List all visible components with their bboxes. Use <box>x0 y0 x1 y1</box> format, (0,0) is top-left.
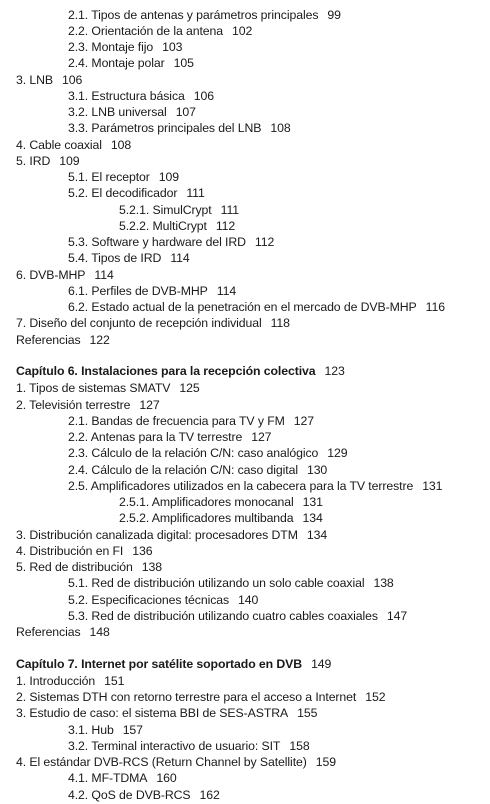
toc-entry <box>68 88 214 105</box>
toc-entry-title: 3.3. Parámetros principales del LNB <box>68 121 262 135</box>
toc-entry-title: 2.2. Orientación de la antena <box>68 24 224 38</box>
toc-entry-title: 5. IRD <box>16 154 51 168</box>
toc-entry-title: 2.1. Bandas de frecuencia para TV y FM <box>68 414 285 428</box>
toc-page-number: 103 <box>162 40 183 54</box>
toc-page-number: 149 <box>311 657 332 671</box>
toc-entry-title: Capítulo 6. Instalaciones para la recepción colectiva <box>16 364 316 378</box>
toc-page-number: 114 <box>170 251 190 265</box>
toc-entry <box>68 120 291 137</box>
toc-entry-title: 5.4. Tipos de IRD <box>68 251 162 265</box>
toc-entry-title: 1. Tipos de sistemas SMATV <box>16 381 171 395</box>
toc-page-number: 106 <box>62 73 83 87</box>
toc-entry-title: 3.1. Hub <box>68 723 114 737</box>
toc-entry <box>16 559 162 576</box>
toc-page-number: 125 <box>179 381 200 395</box>
toc-entry <box>68 592 258 609</box>
toc-page-number: 138 <box>141 560 162 574</box>
toc-entry <box>68 23 252 40</box>
toc-entry-title: 3.2. Terminal interactivo de usuario: SIT <box>68 739 281 753</box>
toc-entry <box>16 754 336 771</box>
chapter-heading <box>16 363 345 380</box>
toc-entry-title: 4. Distribución en FI <box>16 544 124 558</box>
toc-entry-title: Referencias <box>16 625 81 639</box>
toc-entry <box>16 380 200 397</box>
toc-entry <box>16 315 290 332</box>
toc-entry-title: 5.2.2. MultiCrypt <box>119 219 207 233</box>
toc-entry <box>68 787 220 804</box>
toc-page-number: 114 <box>216 284 237 298</box>
toc-entry-title: 2.2. Antenas para la TV terrestre <box>68 430 243 444</box>
toc-page-number: 162 <box>199 788 220 802</box>
toc-page-number: 140 <box>238 593 259 607</box>
toc-entry-title: 6.1. Perfiles de DVB-MHP <box>68 284 208 298</box>
toc-page-number: 105 <box>173 56 194 70</box>
toc-entry <box>68 283 236 300</box>
toc-entry <box>68 608 407 625</box>
toc-page-number: 148 <box>89 625 110 639</box>
toc-entry <box>68 722 143 739</box>
toc-entry <box>16 527 327 544</box>
toc-entry-title: 5.2. Especificaciones técnicas <box>68 593 230 607</box>
toc-entry <box>68 55 194 72</box>
toc-page-number: 138 <box>373 576 394 590</box>
toc-entry-title: 3. Estudio de caso: el sistema BBI de SES-ASTRA <box>16 706 289 720</box>
toc-page-number: 106 <box>193 89 214 103</box>
toc-page-number: 158 <box>289 739 310 753</box>
toc-entry <box>68 299 445 316</box>
toc-entry-title: 5.3. Red de distribución utilizando cuatro cables coaxiales <box>68 609 378 623</box>
toc-entry <box>68 234 274 251</box>
toc-entry-title: 6. DVB-MHP <box>16 268 86 282</box>
toc-page-number: 159 <box>315 755 336 769</box>
toc-entry <box>68 39 182 56</box>
toc-entry-title: 4.2. QoS de DVB-RCS <box>68 788 191 802</box>
toc-page-number: 108 <box>110 138 132 152</box>
toc-entry-title: 5.1. Red de distribución utilizando un solo cable coaxial <box>68 576 365 590</box>
toc-entry-title: 3.1. Estructura básica <box>68 89 185 103</box>
toc-entry <box>68 413 314 430</box>
toc-page-number: 147 <box>386 609 408 623</box>
toc-entry-title: 2.5.1. Amplificadores monocanal <box>119 495 294 509</box>
toc-entry-title: 3.2. LNB universal <box>68 105 167 119</box>
toc-page-number: 114 <box>94 268 114 282</box>
toc-entry <box>68 169 179 186</box>
toc-entry <box>16 673 124 690</box>
toc-page-number: 116 <box>425 300 445 314</box>
toc-entry-title: 5.2. El decodificador <box>68 186 178 200</box>
toc-entry-title: 2.4. Montaje polar <box>68 56 165 70</box>
toc-page-number: 118 <box>270 316 290 330</box>
toc-entry <box>16 624 110 641</box>
toc-page-number: 107 <box>175 105 196 119</box>
toc-page-number: 99 <box>327 8 341 22</box>
toc-entry <box>16 137 131 154</box>
toc-page-number: 136 <box>132 544 153 558</box>
toc-entry <box>68 738 310 755</box>
toc-entry-title: Capítulo 7. Internet por satélite soportado en DVB <box>16 657 303 671</box>
toc-page-number: 109 <box>59 154 80 168</box>
toc-entry-title: 3. LNB <box>16 73 53 87</box>
toc-entry <box>68 575 394 592</box>
toc-entry <box>68 104 196 121</box>
toc-page-number: 129 <box>327 446 348 460</box>
toc-page-number: 155 <box>297 706 318 720</box>
toc-page-number: 134 <box>302 511 323 525</box>
toc-entry <box>68 478 442 495</box>
toc-entry-title: 2.3. Cálculo de la relación C/N: caso analógico <box>68 446 319 460</box>
toc-entry <box>68 445 347 462</box>
toc-entry <box>16 689 385 706</box>
toc-entry-title: Referencias <box>16 333 81 347</box>
toc-entry-title: 2.5. Amplificadores utilizados en la cabecera para la TV terrestre <box>68 479 414 493</box>
toc-entry-title: 6.2. Estado actual de la penetración en el mercado de DVB-MHP <box>68 300 417 314</box>
toc-page-number: 102 <box>232 24 253 38</box>
toc-page-number: 127 <box>293 414 314 428</box>
toc-page-number: 123 <box>324 364 345 378</box>
toc-page-number: 157 <box>122 723 143 737</box>
toc-page-number: 127 <box>139 398 160 412</box>
toc-entry <box>16 72 82 89</box>
toc-page-number: 130 <box>306 463 328 477</box>
toc-page-number: 134 <box>306 528 328 542</box>
toc-entry <box>68 250 190 267</box>
toc-entry <box>119 202 239 219</box>
toc-entry <box>16 543 152 560</box>
toc-entry-title: 5.1. El receptor <box>68 170 150 184</box>
toc-entry-title: 2.3. Montaje fijo <box>68 40 154 54</box>
toc-page-number: 151 <box>104 674 125 688</box>
toc-page-number: 111 <box>220 203 240 217</box>
toc-page-number: 112 <box>254 235 275 249</box>
toc-entry-title: 4.1. MF-TDMA <box>68 771 148 785</box>
toc-entry-title: 4. El estándar DVB-RCS (Return Channel by Satellite) <box>16 755 307 769</box>
toc-entry <box>68 462 327 479</box>
toc-entry <box>16 332 110 349</box>
toc-entry <box>68 429 271 446</box>
toc-entry <box>16 153 79 170</box>
toc-page-number: 160 <box>156 771 177 785</box>
toc-page-number: 109 <box>158 170 180 184</box>
toc-entry-title: 5.2.1. SimulCrypt <box>119 203 212 217</box>
toc-entry <box>68 770 177 787</box>
toc-entry-title: 2.1. Tipos de antenas y parámetros principales <box>68 8 319 22</box>
toc-page-number: 112 <box>215 219 236 233</box>
toc-page-number: 127 <box>251 430 272 444</box>
toc-entry-title: 4. Cable coaxial <box>16 138 102 152</box>
toc-entry <box>68 185 205 202</box>
toc-entry-title: 2. Sistemas DTH con retorno terrestre para el acceso a Internet <box>16 690 357 704</box>
toc-page-number: 131 <box>422 479 443 493</box>
toc-entry-title: 5.3. Software y hardware del IRD <box>68 235 246 249</box>
toc-entry <box>119 218 235 235</box>
toc-entry <box>16 705 317 722</box>
toc-entry-title: 2. Televisión terrestre <box>16 398 131 412</box>
toc-entry <box>119 494 323 511</box>
toc-page-number: 108 <box>270 121 291 135</box>
toc-page-number: 111 <box>186 186 205 200</box>
toc-entry <box>68 7 341 24</box>
toc-page-number: 131 <box>302 495 323 509</box>
toc-entry-title: 2.4. Cálculo de la relación C/N: caso digital <box>68 463 298 477</box>
toc-entry-title: 2.5.2. Amplificadores multibanda <box>119 511 294 525</box>
toc-page-number: 152 <box>365 690 386 704</box>
toc-entry <box>16 397 160 414</box>
toc-entry-title: 7. Diseño del conjunto de recepción individual <box>16 316 262 330</box>
toc-entry <box>16 267 114 284</box>
toc-entry-title: 1. Introducción <box>16 674 96 688</box>
chapter-heading <box>16 656 331 673</box>
toc-entry-title: 3. Distribución canalizada digital: procesadores DTM <box>16 528 298 542</box>
toc-entry-title: 5. Red de distribución <box>16 560 133 574</box>
toc-entry <box>119 510 323 527</box>
toc-page-number: 122 <box>89 333 110 347</box>
